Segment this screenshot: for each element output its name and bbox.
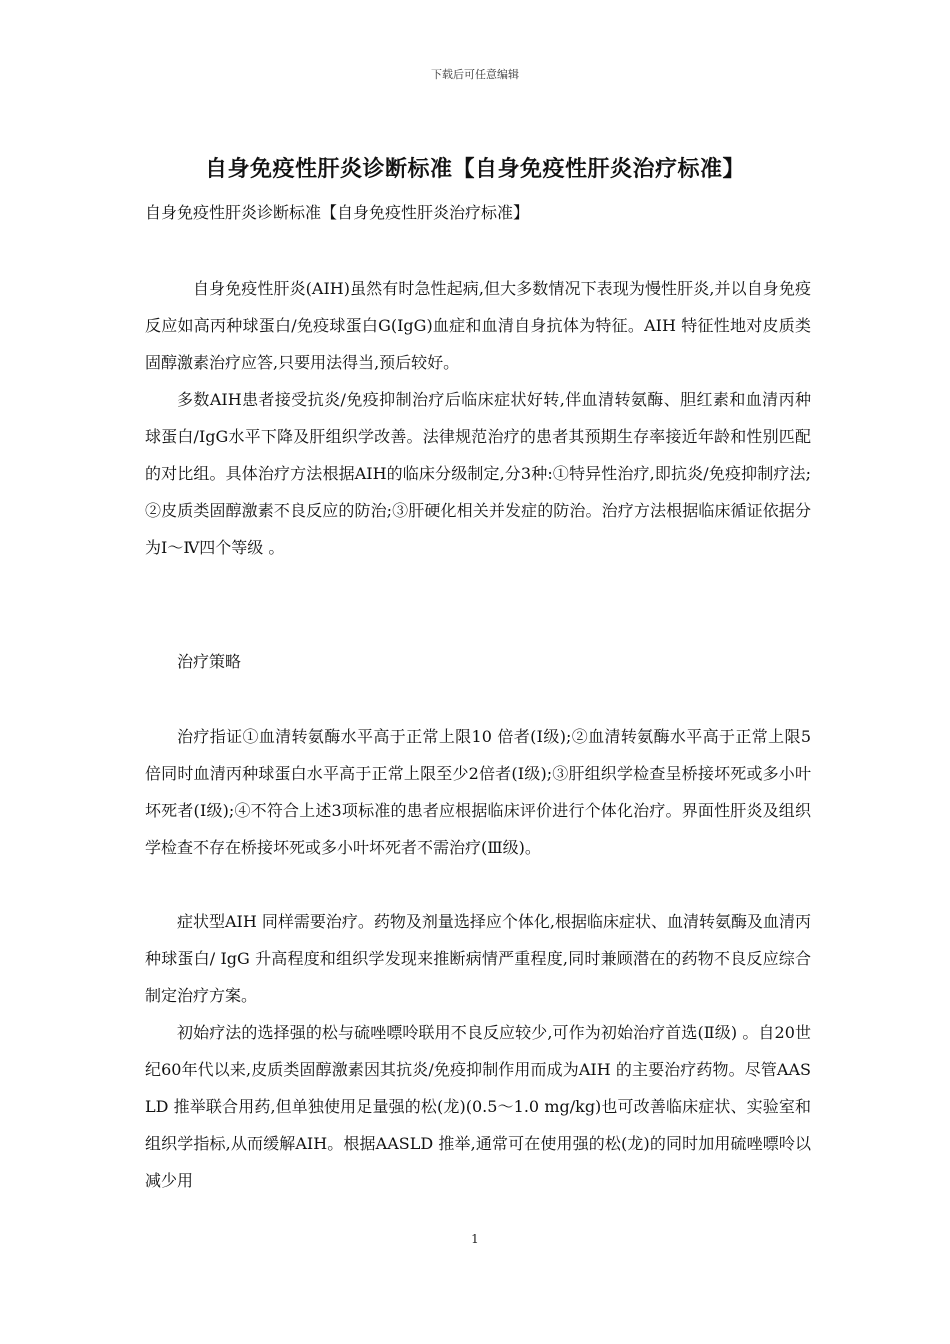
paragraph-treatment-overview: 多数AIH患者接受抗炎/免疫抑制治疗后临床症状好转,伴血清转氨酶、胆红素和血清丙种球蛋白/IgG水平下降及肝组织学改善。法律规范治疗的患者其预期生存率接近年龄和性别匹配的对比组。具体治疗方法根据AIH的临床分级制定,分3种:①特异性治疗,即抗炎/免疫抑制疗法;②皮质类固醇激素不良反应的防治;③肝硬化相关并发症的防治。治疗方法根据临床循证依据分为Ⅰ～Ⅳ四个等级 。 — [145, 390, 811, 557]
paragraph-treatment-indications: 治疗指证①血清转氨酶水平高于正常上限10 倍者(Ⅰ级);②血清转氨酶水平高于正常上限5倍同时血清丙种球蛋白水平高于正常上限至少2倍者(Ⅰ级);③肝组织学检查呈桥接坏死或多小叶坏死者(Ⅰ级);④不符合上述3项标准的患者应根据临床评价进行个体化治疗。界面性肝炎及组织学检查不存在桥接坏死或多小叶坏死者不需治疗(Ⅲ级)。 — [145, 727, 811, 857]
paragraph-symptomatic-aih: 症状型AIH 同样需要治疗。药物及剂量选择应个体化,根据临床症状、血清转氨酶及血清丙种球蛋白/ IgG 升高程度和组织学发现来推断病情严重程度,同时兼顾潜在的药物不良反应综合制定治疗方案。 — [145, 912, 812, 1005]
document-title: 自身免疫性肝炎诊断标准【自身免疫性肝炎治疗标准】 — [204, 157, 745, 182]
header-note: 下载后可任意编辑 — [431, 68, 519, 81]
page-number: 1 — [471, 1232, 479, 1246]
document-subtitle: 自身免疫性肝炎诊断标准【自身免疫性肝炎治疗标准】 — [145, 203, 530, 222]
paragraph-intro: 自身免疫性肝炎(AIH)虽然有时急性起病,但大多数情况下表现为慢性肝炎,并以自身免疫反应如高丙种球蛋白/免疫球蛋白G(IgG)血症和血清自身抗体为特征。AIH 特征性地对皮质类固醇激素治疗应答,只要用法得当,预后较好。 — [145, 279, 811, 372]
section-heading-treatment-strategy: 治疗策略 — [177, 652, 242, 671]
paragraph-initial-therapy: 初始疗法的选择强的松与硫唑嘌呤联用不良反应较少,可作为初始治疗首选(Ⅱ级) 。自20世纪60年代以来,皮质类固醇激素因其抗炎/免疫抑制作用而成为AIH 的主要治疗药物。尽管AASLD 推举联合用药,但单独使用足量强的松(龙)(0.5～1.0 mg/kg)也可改善临床症状、实验室和组织学指标,从而缓解AIH。根据AASLD 推举,通常可在使用强的松(龙)的同时加用硫唑嘌呤以减少用 — [145, 1023, 811, 1190]
